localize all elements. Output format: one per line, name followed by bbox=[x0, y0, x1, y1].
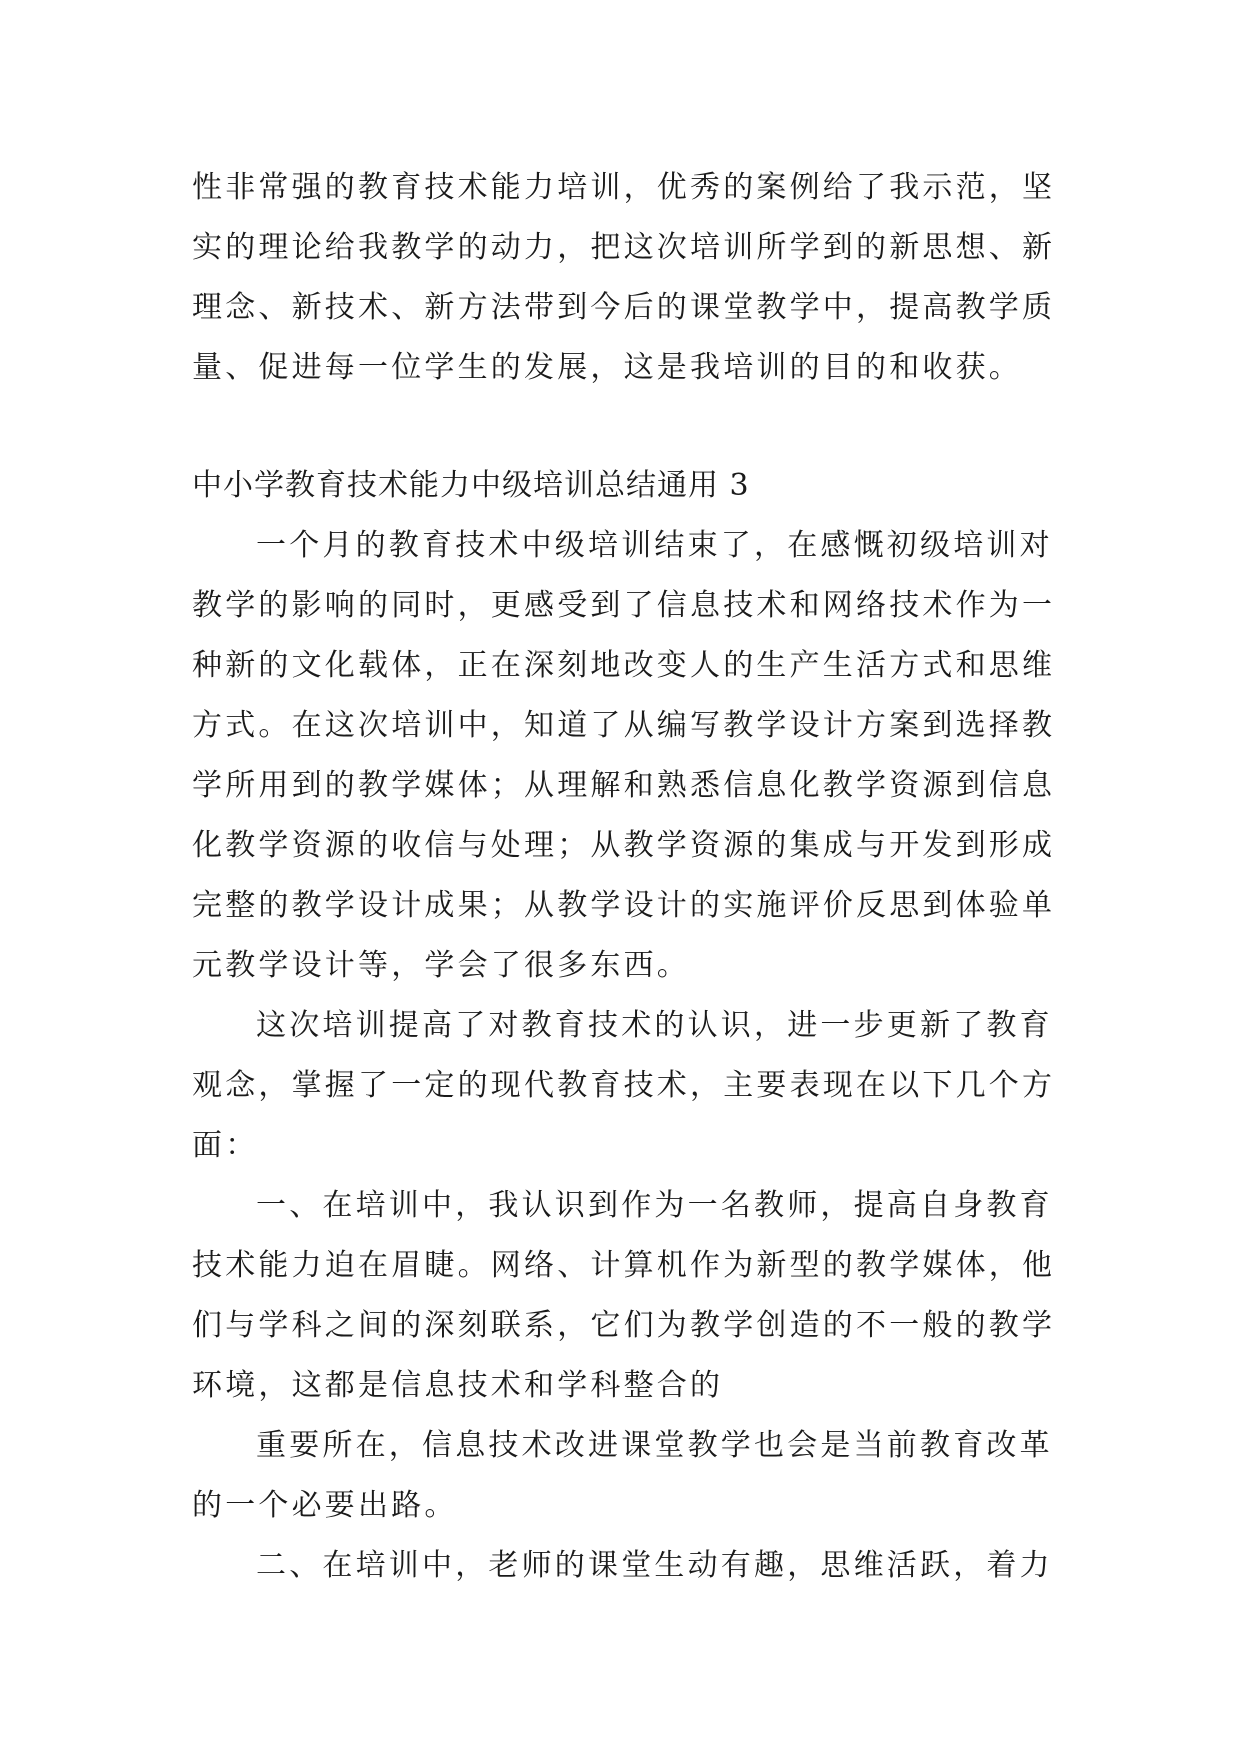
text-line-first: 二、在培训中，老师的课堂生动有趣，思维活跃，着力 bbox=[256, 1548, 1053, 1583]
text-line: 性非常强的教育技术能力培训，优秀的案例给了我示范，坚 bbox=[192, 170, 1056, 205]
text-line: 们与学科之间的深刻联系，它们为教学创造的不一般的教学 bbox=[192, 1308, 1056, 1343]
text-line-first: 重要所在，信息技术改进课堂教学也会是当前教育改革 bbox=[256, 1428, 1053, 1463]
paragraph-4 bbox=[192, 1416, 1052, 1536]
text-line: 实的理论给我教学的动力，把这次培训所学到的新思想、新 bbox=[192, 230, 1056, 265]
paragraph-5 bbox=[192, 1536, 1052, 1596]
text-line-first: 一、在培训中，我认识到作为一名教师，提高自身教育 bbox=[256, 1188, 1053, 1223]
text-line: 的一个必要出路。 bbox=[192, 1488, 458, 1523]
paragraph-continued bbox=[192, 158, 1056, 398]
section-title: 中小学教育技术能力中级培训总结通用 3 bbox=[192, 468, 750, 503]
text-line: 技术能力迫在眉睫。网络、计算机作为新型的教学媒体，他 bbox=[192, 1248, 1056, 1283]
text-line: 教学的影响的同时，更感受到了信息技术和网络技术作为一 bbox=[192, 588, 1056, 623]
paragraph-1 bbox=[192, 516, 1056, 996]
text-line-first: 这次培训提高了对教育技术的认识，进一步更新了教育 bbox=[256, 1008, 1053, 1043]
text-line-first: 一个月的教育技术中级培训结束了，在感慨初级培训对 bbox=[256, 528, 1053, 563]
text-line: 学所用到的教学媒体；从理解和熟悉信息化教学资源到信息 bbox=[192, 768, 1056, 803]
text-line: 化教学资源的收信与处理；从教学资源的集成与开发到形成 bbox=[192, 828, 1056, 863]
text-line: 完整的教学设计成果；从教学设计的实施评价反思到体验单 bbox=[192, 888, 1056, 923]
text-line: 种新的文化载体，正在深刻地改变人的生产生活方式和思维 bbox=[192, 648, 1056, 683]
text-line: 观念，掌握了一定的现代教育技术，主要表现在以下几个方 bbox=[192, 1068, 1056, 1103]
text-line: 环境，这都是信息技术和学科整合的 bbox=[192, 1368, 724, 1403]
text-line: 方式。在这次培训中，知道了从编写教学设计方案到选择教 bbox=[192, 708, 1056, 743]
text-line: 量、促进每一位学生的发展，这是我培训的目的和收获。 bbox=[192, 350, 1022, 385]
paragraph-spacer bbox=[192, 398, 1052, 456]
text-line: 面： bbox=[192, 1128, 259, 1163]
paragraph-2 bbox=[192, 996, 1056, 1176]
text-line: 元教学设计等，学会了很多东西。 bbox=[192, 948, 690, 983]
document-body bbox=[192, 158, 1056, 1596]
text-line: 理念、新技术、新方法带到今后的课堂教学中，提高教学质 bbox=[192, 290, 1056, 325]
paragraph-3 bbox=[192, 1176, 1056, 1416]
